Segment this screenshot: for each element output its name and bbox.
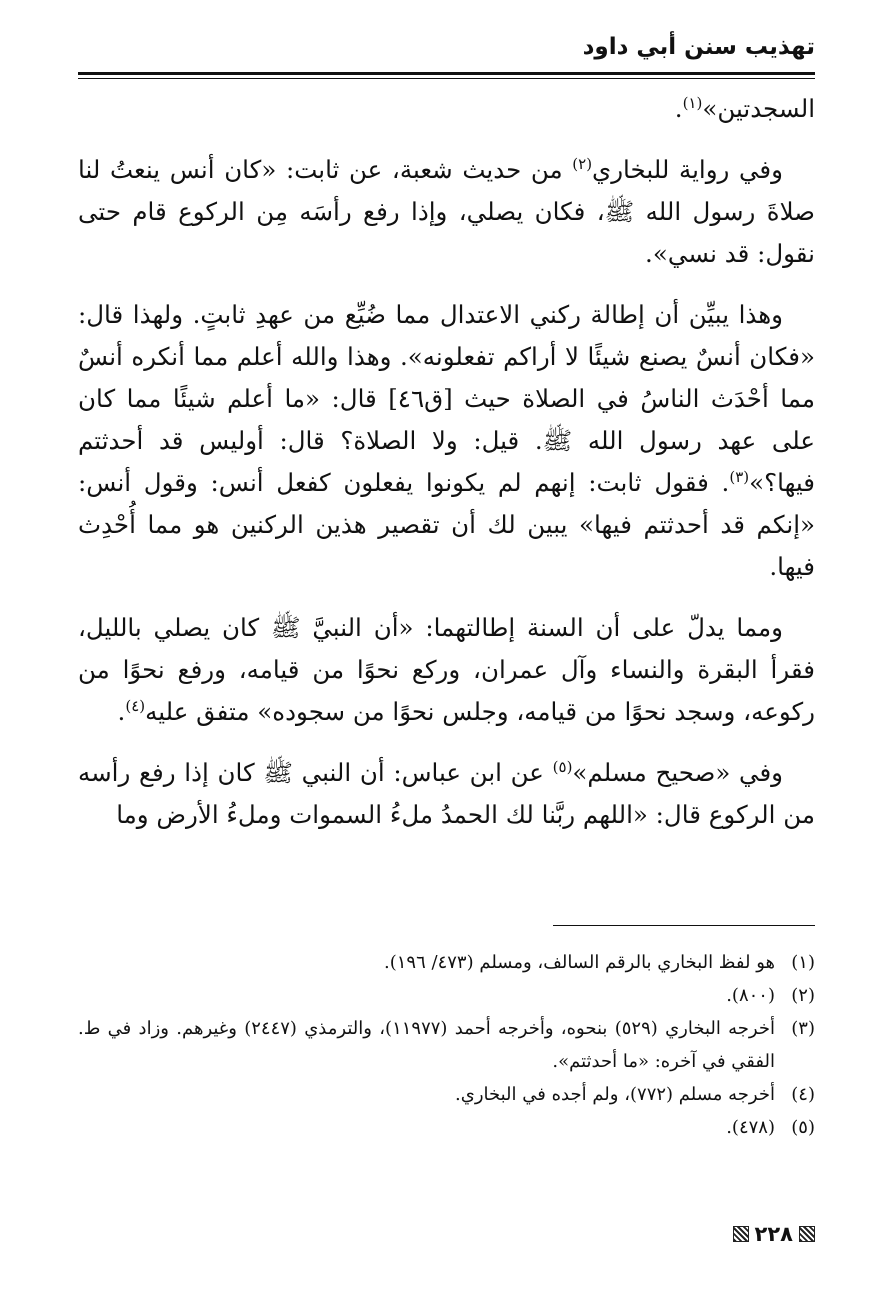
footnote-ref[interactable]: (٣) <box>729 467 750 486</box>
footnote-ref[interactable]: (١) <box>682 93 703 112</box>
paragraph: وفي رواية للبخاري$^{(٢)}$ من حديث شعبة، عن ثابت: «كان أنس ينعتُ لنا صلاةَ رسول الله ﷺ، فكان يصلي، وإذا رفع رأسَه مِن الركوع قام حتى نقول: قد نسي». <box>78 154 815 268</box>
footnote-number: (١) <box>791 952 815 973</box>
book-title: تهذيب سنن أبي داود <box>582 34 815 60</box>
running-header <box>78 30 815 75</box>
footnote <box>78 979 815 1012</box>
footnote-text: (٨٠٠). <box>726 985 775 1006</box>
footnote <box>78 946 815 979</box>
footnote <box>78 1078 815 1111</box>
footnote-number: (٣) <box>791 1018 815 1039</box>
paragraph: ومما يدلّ على أن السنة إطالتهما: «أن النبيَّ ﷺ كان يصلي بالليل، فقرأ البقرة والنساء وآل عمران، وركع نحوًا من قيامه، ورفع نحوًا من ركوعه، وسجد نحوًا من قيامه، وجلس نحوًا من سجوده» متفق عليه$^{(٤)}$. <box>78 613 815 726</box>
footnote-divider <box>553 925 815 926</box>
ornament-icon <box>799 1226 815 1242</box>
paragraph: وهذا يبيِّن أن إطالة ركني الاعتدال مما ضُيِّع من عهدِ ثابتٍ. ولهذا قال: «فكان أنسٌ يصنع شيئًا لا أراكم تفعلونه». وهذا والله أعلم مما أنكره أنسٌ مما أحْدَث الناسُ في الصلاة حيث [ق٤٦] قال: «ما أعلم شيئًا مما كان على عهد رسول الله ﷺ. قيل: ولا الصلاة؟ قال: أوليس قد أحدثتم فيها؟»$^{(٣)}$. فقول ثابت: إنهم لم يكونوا يفعلون كفعل أنس: وقول أنس: «إنكم قد أحدثتم فيها» يبين لك أن تقصير هذين الركنين هو مما أُحْدِث فيها. <box>78 300 815 581</box>
main-text <box>78 88 815 855</box>
ornament-icon <box>733 1226 749 1242</box>
footnote-ref[interactable]: (٤) <box>125 696 146 715</box>
footnotes <box>78 946 815 1144</box>
footnote-number: (٤) <box>791 1084 815 1105</box>
footnote <box>78 1012 815 1078</box>
footnote-number: (٢) <box>791 985 815 1006</box>
footnote-number: (٥) <box>791 1117 815 1138</box>
paragraph: السجدتين»$^{(١)}$. <box>674 93 815 123</box>
footnote-ref[interactable]: (٢) <box>572 154 593 173</box>
footnote <box>78 1111 815 1144</box>
page-number: ٢٢٨ <box>754 1222 793 1246</box>
footnote-text: أخرجه مسلم (٧٧٢)، ولم أجده في البخاري. <box>455 1084 775 1105</box>
footnote-text: أخرجه البخاري (٥٢٩) بنحوه، وأخرجه أحمد (١١٩٧٧)، والترمذي (٢٤٤٧) وغيرهم. وزاد في ط. الفقي في آخره: «ما أحدثتم». <box>78 1018 775 1072</box>
footnote-text: هو لفظ البخاري بالرقم السالف، ومسلم (٤٧٣/ ١٩٦). <box>384 952 775 973</box>
footnote-ref[interactable]: (٥) <box>552 757 573 776</box>
paragraph: وفي «صحيح مسلم»$^{(٥)}$ عن ابن عباس: أن النبي ﷺ كان إذا رفع رأسه من الركوع قال: «اللهم ربَّنا لك الحمدُ ملءُ السموات وملءُ الأرض وما <box>78 757 815 829</box>
footnote-text: (٤٧٨). <box>726 1117 775 1138</box>
page-footer <box>733 1222 815 1246</box>
